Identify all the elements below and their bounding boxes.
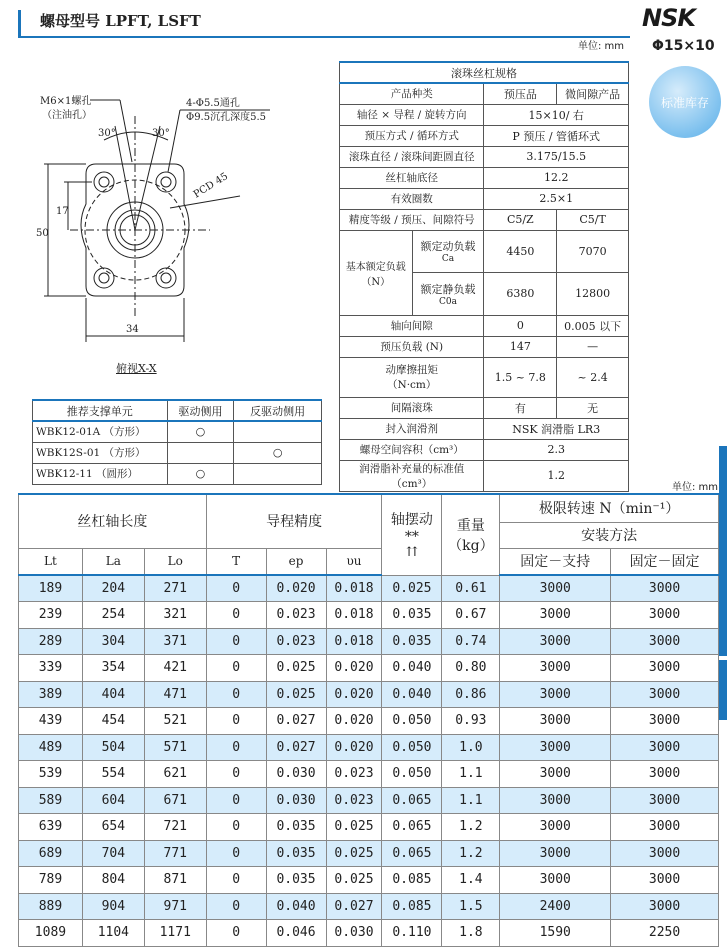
cell-vu: 0.020 <box>326 681 382 708</box>
cell-lt: 1089 <box>19 920 83 947</box>
cell-t: 0 <box>206 734 266 761</box>
spec-row <box>340 336 629 357</box>
cell-ep: 0.025 <box>266 681 326 708</box>
cell-runout: 0.035 <box>382 602 442 629</box>
cell-lo: 371 <box>144 628 206 655</box>
cell-ep: 0.027 <box>266 734 326 761</box>
cell-t: 0 <box>206 761 266 788</box>
spec-row <box>340 357 629 397</box>
cell-speed-fix-sup: 3000 <box>500 602 611 629</box>
spec-value-clearance: 微间隙产品 <box>557 83 629 104</box>
support-header-drive: 驱动侧用 <box>167 400 234 421</box>
spec-value-preload: 1.5 ~ 7.8 <box>484 357 557 397</box>
cell-speed-fix-fix: 3000 <box>611 840 719 867</box>
spec-value-preload: 0 <box>484 315 557 336</box>
cell-speed-fix-fix: 3000 <box>611 893 719 920</box>
spec-label: 轴径 × 导程 / 旋转方向 <box>340 104 484 125</box>
cell-t: 0 <box>206 814 266 841</box>
spec-row <box>340 125 629 146</box>
cell-speed-fix-sup: 3000 <box>500 761 611 788</box>
cell-lo: 621 <box>144 761 206 788</box>
cell-ep: 0.023 <box>266 602 326 629</box>
cell-speed-fix-sup: 3000 <box>500 655 611 682</box>
cell-lo: 271 <box>144 575 206 602</box>
cell-weight: 1.0 <box>442 734 500 761</box>
table-row <box>19 575 719 602</box>
cell-speed-fix-sup: 3000 <box>500 814 611 841</box>
cell-speed-fix-fix: 3000 <box>611 814 719 841</box>
cell-ep: 0.035 <box>266 867 326 894</box>
spec-label: 间隔滚珠 <box>340 397 484 418</box>
sta-load-label: 额定静负载 C0a <box>420 282 476 307</box>
cell-t: 0 <box>206 708 266 735</box>
cell-speed-fix-fix: 3000 <box>611 681 719 708</box>
nut-drawing <box>20 86 330 361</box>
load-values-b: 7070 12800 <box>557 230 629 315</box>
cell-lt: 689 <box>19 840 83 867</box>
spec-row <box>340 146 629 167</box>
spec-row <box>340 418 629 439</box>
cell-runout: 0.050 <box>382 761 442 788</box>
cell-runout: 0.040 <box>382 655 442 682</box>
spec-label: 有效圈数 <box>340 188 484 209</box>
cell-la: 904 <box>82 893 144 920</box>
cell-weight: 0.74 <box>442 628 500 655</box>
table-row <box>19 734 719 761</box>
cell-la: 454 <box>82 708 144 735</box>
title-rule <box>18 36 630 38</box>
header-t: T <box>206 548 266 575</box>
cell-lo: 521 <box>144 708 206 735</box>
angle-right: 30° <box>152 128 170 139</box>
cell-speed-fix-sup: 3000 <box>500 867 611 894</box>
spec-label: 预压方式 / 循环方式 <box>340 125 484 146</box>
cell-lt: 339 <box>19 655 83 682</box>
cell-lo: 771 <box>144 840 206 867</box>
cell-lt: 789 <box>19 867 83 894</box>
cell-speed-fix-sup: 1590 <box>500 920 611 947</box>
cell-weight: 1.2 <box>442 840 500 867</box>
cell-runout: 0.050 <box>382 734 442 761</box>
unit-label: 单位: mm <box>578 41 625 52</box>
cell-la: 654 <box>82 814 144 841</box>
cell-lt: 489 <box>19 734 83 761</box>
cell-speed-fix-sup: 3000 <box>500 787 611 814</box>
spec-value: 3.175/15.5 <box>484 146 629 167</box>
spec-label: 螺母空间容积（cm³） <box>340 439 484 460</box>
header-speed: 极限转速 N（min⁻¹） <box>500 494 719 522</box>
cell-la: 554 <box>82 761 144 788</box>
cell-speed-fix-fix: 2250 <box>611 920 719 947</box>
table-row <box>19 628 719 655</box>
cell-weight: 0.61 <box>442 575 500 602</box>
cell-weight: 1.1 <box>442 787 500 814</box>
table-row <box>19 655 719 682</box>
cell-runout: 0.085 <box>382 893 442 920</box>
cell-lt: 539 <box>19 761 83 788</box>
cell-vu: 0.020 <box>326 655 382 682</box>
cell-lo: 421 <box>144 655 206 682</box>
spec-label: 润滑脂补充量的标准值（cm³） <box>340 460 484 491</box>
cell-la: 1104 <box>82 920 144 947</box>
table-row <box>19 920 719 947</box>
header-fix-fix: 固定－固定 <box>611 548 719 575</box>
title-accent-bar <box>18 10 21 36</box>
cell-la: 304 <box>82 628 144 655</box>
spec-row <box>340 460 629 491</box>
side-tab <box>719 446 727 656</box>
cell-weight: 0.67 <box>442 602 500 629</box>
spec-value: 2.3 <box>484 439 629 460</box>
support-anti-mark <box>234 463 322 484</box>
cell-runout: 0.065 <box>382 840 442 867</box>
bolt-label-1: 4-Φ5.5通孔 <box>186 98 240 109</box>
pcd-label: PCD 45 <box>191 170 231 201</box>
cell-la: 804 <box>82 867 144 894</box>
spec-label: 轴向间隙 <box>340 315 484 336</box>
header-fix-sup: 固定－支持 <box>500 548 611 575</box>
header-weight: 重量 （kg） <box>442 494 500 575</box>
cell-runout: 0.065 <box>382 814 442 841</box>
cell-ep: 0.035 <box>266 840 326 867</box>
cell-lt: 239 <box>19 602 83 629</box>
spec-value-preload: 147 <box>484 336 557 357</box>
spec-value-preload: 有 <box>484 397 557 418</box>
cell-speed-fix-fix: 3000 <box>611 708 719 735</box>
spec-value-clearance: C5/T <box>557 209 629 230</box>
support-unit-name: WBK12S-01 （方形） <box>33 442 168 463</box>
stock-badge: 标准库存 <box>649 66 721 138</box>
header-runout: 轴摆动 ** ⇈ <box>382 494 442 575</box>
cell-speed-fix-fix: 3000 <box>611 575 719 602</box>
table-row <box>19 708 719 735</box>
view-label: 俯视X-X <box>116 362 157 375</box>
cell-lt: 639 <box>19 814 83 841</box>
support-drive-mark: ○ <box>167 421 234 442</box>
support-unit-table <box>32 399 322 485</box>
spec-value: 2.5×1 <box>484 188 629 209</box>
cell-weight: 1.5 <box>442 893 500 920</box>
cell-ep: 0.020 <box>266 575 326 602</box>
cell-la: 204 <box>82 575 144 602</box>
cell-lt: 389 <box>19 681 83 708</box>
cell-runout: 0.110 <box>382 920 442 947</box>
cell-la: 504 <box>82 734 144 761</box>
cell-lo: 871 <box>144 867 206 894</box>
page-title: 螺母型号 LPFT, LSFT <box>40 12 201 30</box>
table-row <box>19 840 719 867</box>
cell-t: 0 <box>206 840 266 867</box>
cell-runout: 0.085 <box>382 867 442 894</box>
spec-row <box>340 167 629 188</box>
cell-ep: 0.025 <box>266 655 326 682</box>
spec-value-clearance: — <box>557 336 629 357</box>
spec-row <box>340 397 629 418</box>
header-mount: 安装方法 <box>500 522 719 548</box>
cell-speed-fix-fix: 3000 <box>611 655 719 682</box>
spec-value: 15×10/ 右 <box>484 104 629 125</box>
spec-value-clearance: ~ 2.4 <box>557 357 629 397</box>
spec-value-clearance: 0.005 以下 <box>557 315 629 336</box>
header-la: La <box>82 548 144 575</box>
cell-ep: 0.023 <box>266 628 326 655</box>
header-ep: ep <box>266 548 326 575</box>
support-unit-name: WBK12-11 （圆形） <box>33 463 168 484</box>
cell-ep: 0.027 <box>266 708 326 735</box>
cell-ep: 0.030 <box>266 787 326 814</box>
cell-ep: 0.030 <box>266 761 326 788</box>
load-values-a: 4450 6380 <box>484 230 557 315</box>
cell-vu: 0.018 <box>326 602 382 629</box>
cell-runout: 0.040 <box>382 681 442 708</box>
cell-lo: 1171 <box>144 920 206 947</box>
cell-t: 0 <box>206 867 266 894</box>
support-anti-mark: ○ <box>234 442 322 463</box>
support-drive-mark <box>167 442 234 463</box>
header-lo: Lo <box>144 548 206 575</box>
cell-la: 704 <box>82 840 144 867</box>
cell-vu: 0.027 <box>326 893 382 920</box>
cell-lt: 289 <box>19 628 83 655</box>
table-row <box>19 681 719 708</box>
support-unit-name: WBK12-01A （方形） <box>33 421 168 442</box>
cell-weight: 1.2 <box>442 814 500 841</box>
cell-t: 0 <box>206 628 266 655</box>
spec-row <box>340 439 629 460</box>
cell-lt: 589 <box>19 787 83 814</box>
spec-label: 动摩擦扭矩 （N·cm） <box>340 357 484 397</box>
cell-lo: 671 <box>144 787 206 814</box>
spec-row <box>340 188 629 209</box>
dyn-load-label: 额定动负载 Ca <box>412 231 483 273</box>
cell-runout: 0.025 <box>382 575 442 602</box>
support-header-name: 推荐支撑单元 <box>33 400 168 421</box>
cell-speed-fix-sup: 3000 <box>500 734 611 761</box>
spec-value: 12.2 <box>484 167 629 188</box>
cell-lt: 189 <box>19 575 83 602</box>
cell-weight: 1.8 <box>442 920 500 947</box>
cell-weight: 0.86 <box>442 681 500 708</box>
cell-speed-fix-fix: 3000 <box>611 867 719 894</box>
support-row <box>33 442 322 463</box>
cell-speed-fix-fix: 3000 <box>611 602 719 629</box>
header-accuracy: 导程精度 <box>206 494 382 548</box>
spec-row <box>340 315 629 336</box>
shaft-size: Φ15×10 <box>652 38 715 54</box>
load-group-cell <box>340 230 484 315</box>
cell-runout: 0.065 <box>382 787 442 814</box>
spec-row <box>340 83 629 104</box>
cell-weight: 1.1 <box>442 761 500 788</box>
cell-ep: 0.040 <box>266 893 326 920</box>
side-tab-lower <box>719 660 727 720</box>
hole-label-1: M6×1螺孔 <box>40 96 92 107</box>
cell-vu: 0.025 <box>326 814 382 841</box>
header-length: 丝杠轴长度 <box>19 494 207 548</box>
cell-la: 354 <box>82 655 144 682</box>
cell-vu: 0.023 <box>326 787 382 814</box>
cell-lt: 439 <box>19 708 83 735</box>
cell-t: 0 <box>206 920 266 947</box>
cell-runout: 0.035 <box>382 628 442 655</box>
cell-speed-fix-sup: 3000 <box>500 840 611 867</box>
load-group-label: 基本额定负载 （N） <box>340 231 412 315</box>
spec-value: NSK 润滑脂 LR3 <box>484 418 629 439</box>
table-row <box>19 893 719 920</box>
brand-logo: NSK <box>642 4 695 32</box>
cell-la: 404 <box>82 681 144 708</box>
cell-vu: 0.023 <box>326 761 382 788</box>
table-row <box>19 814 719 841</box>
support-header-anti: 反驱动侧用 <box>234 400 322 421</box>
spec-row <box>340 104 629 125</box>
cell-vu: 0.025 <box>326 840 382 867</box>
cell-weight: 1.4 <box>442 867 500 894</box>
dim-17: 17 <box>56 206 69 217</box>
cell-lo: 721 <box>144 814 206 841</box>
unit-label-2: 单位: mm <box>672 482 719 493</box>
cell-speed-fix-fix: 3000 <box>611 734 719 761</box>
spec-label: 精度等级 / 预压、间隙符号 <box>340 209 484 230</box>
spec-table <box>339 61 629 492</box>
cell-lt: 889 <box>19 893 83 920</box>
cell-ep: 0.046 <box>266 920 326 947</box>
runout-symbol-icon: ⇈ <box>406 545 418 561</box>
cell-vu: 0.018 <box>326 628 382 655</box>
header-lt: Lt <box>19 548 83 575</box>
table-row <box>19 787 719 814</box>
spec-label: 丝杠轴底径 <box>340 167 484 188</box>
cell-lo: 321 <box>144 602 206 629</box>
hole-label-2: （注油孔） <box>42 110 92 121</box>
header-vu: υu <box>326 548 382 575</box>
cell-weight: 0.80 <box>442 655 500 682</box>
cell-speed-fix-sup: 3000 <box>500 575 611 602</box>
spec-label: 滚珠直径 / 滚珠间距圆直径 <box>340 146 484 167</box>
cell-speed-fix-fix: 3000 <box>611 787 719 814</box>
cell-ep: 0.035 <box>266 814 326 841</box>
dim-50: 50 <box>36 228 49 239</box>
cell-runout: 0.050 <box>382 708 442 735</box>
cell-speed-fix-fix: 3000 <box>611 628 719 655</box>
cell-la: 254 <box>82 602 144 629</box>
table-row <box>19 602 719 629</box>
spec-title: 滚珠丝杠规格 <box>340 62 629 83</box>
bolt-label-2: Φ9.5沉孔深度5.5 <box>186 112 267 123</box>
spec-value-preload: 预压品 <box>484 83 557 104</box>
cell-vu: 0.020 <box>326 734 382 761</box>
spec-label: 预压负载 (N) <box>340 336 484 357</box>
cell-speed-fix-fix: 3000 <box>611 761 719 788</box>
cell-vu: 0.025 <box>326 867 382 894</box>
dim-34: 34 <box>126 324 139 335</box>
spec-value-clearance: 无 <box>557 397 629 418</box>
spec-value: P 预压 / 管循环式 <box>484 125 629 146</box>
cell-vu: 0.018 <box>326 575 382 602</box>
angle-left: 30° <box>98 128 116 139</box>
cell-speed-fix-sup: 3000 <box>500 681 611 708</box>
spec-label: 产品种类 <box>340 83 484 104</box>
cell-vu: 0.030 <box>326 920 382 947</box>
cell-speed-fix-sup: 3000 <box>500 708 611 735</box>
table-row <box>19 761 719 788</box>
support-row <box>33 463 322 484</box>
cell-t: 0 <box>206 893 266 920</box>
cell-speed-fix-sup: 3000 <box>500 628 611 655</box>
spec-value: 1.2 <box>484 460 629 491</box>
support-drive-mark: ○ <box>167 463 234 484</box>
cell-t: 0 <box>206 681 266 708</box>
support-anti-mark <box>234 421 322 442</box>
cell-lo: 971 <box>144 893 206 920</box>
cell-t: 0 <box>206 655 266 682</box>
cell-weight: 0.93 <box>442 708 500 735</box>
cell-t: 0 <box>206 575 266 602</box>
cell-t: 0 <box>206 787 266 814</box>
cell-t: 0 <box>206 602 266 629</box>
spec-label: 封入润滑剂 <box>340 418 484 439</box>
cell-vu: 0.020 <box>326 708 382 735</box>
cell-la: 604 <box>82 787 144 814</box>
cell-speed-fix-sup: 2400 <box>500 893 611 920</box>
table-row <box>19 867 719 894</box>
cell-lo: 571 <box>144 734 206 761</box>
spec-value-preload: C5/Z <box>484 209 557 230</box>
cell-lo: 471 <box>144 681 206 708</box>
spec-row <box>340 209 629 230</box>
support-row <box>33 421 322 442</box>
shaft-length-table <box>18 493 719 947</box>
